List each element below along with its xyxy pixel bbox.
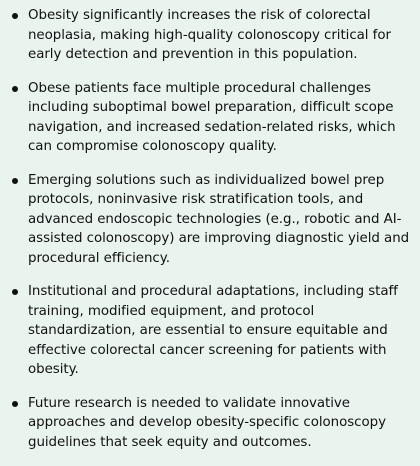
- bullet-item: [10, 6, 416, 65]
- bullet-item: [10, 394, 416, 453]
- bullet-item: [10, 79, 416, 157]
- bullet-text: Obesity significantly increases the risk of colorectal neoplasia, making high-quality colonoscopy critical for early detection and prevention in this population.: [28, 8, 391, 62]
- bullet-dot-icon: [12, 86, 18, 92]
- bullet-text: Institutional and procedural adaptations, including staff training, modified equipment, and protocol standardization, are essential to ensure equitable and effective colorectal cancer screening for patients with obesity.: [28, 284, 398, 377]
- bullet-dot-icon: [12, 13, 18, 19]
- bullet-text: Future research is needed to validate innovative approaches and develop obesity-specific colonoscopy guidelines that seek equity and outcomes.: [28, 395, 386, 450]
- bullet-dot-icon: [12, 178, 18, 184]
- bullet-item: [10, 282, 416, 380]
- bullet-text: Obese patients face multiple procedural challenges including suboptimal bowel preparation, difficult scope navigation, and increased sedation-related risks, which can compromise colonoscopy quality.: [28, 80, 396, 154]
- bullet-item: [10, 171, 416, 269]
- bullet-list: [10, 6, 416, 466]
- bullet-dot-icon: [12, 289, 18, 295]
- bullet-text: Emerging solutions such as individualized bowel prep protocols, noninvasive risk stratification tools, and advanced endoscopic technologies (e.g., robotic and AI-assisted colonoscopy) are improving diagnostic yield and procedural efficiency.: [28, 172, 410, 266]
- bullet-dot-icon: [12, 401, 18, 407]
